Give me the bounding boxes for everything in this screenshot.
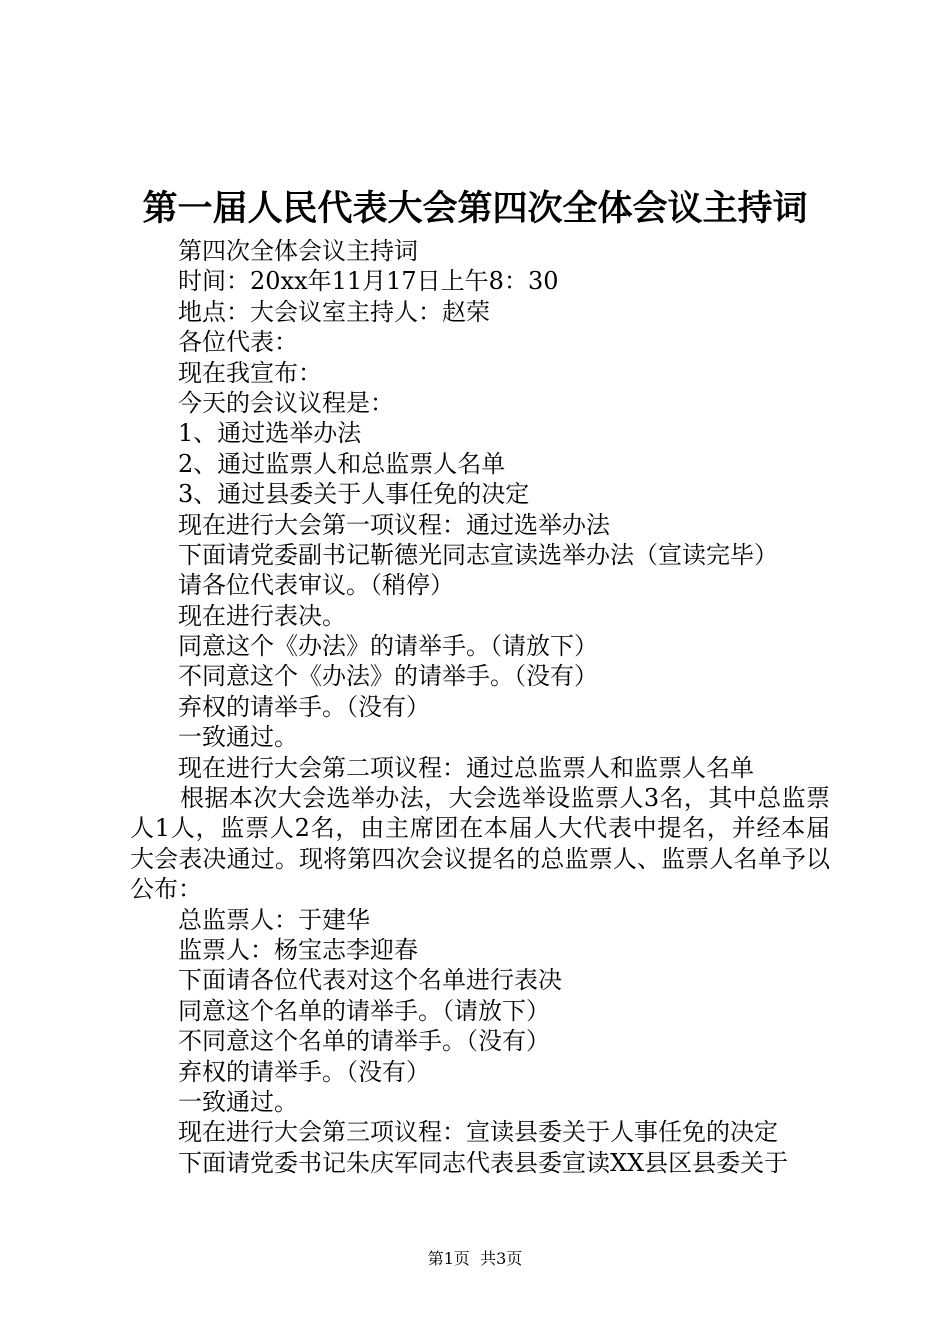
- text-line: 现在进行大会第一项议程：通过选举办法: [178, 510, 610, 539]
- text-line: 3、通过县委关于人事任免的决定: [178, 480, 530, 509]
- text-line: 1、通过选举办法: [178, 419, 362, 448]
- text-line: 下面请党委副书记靳德光同志宣读选举办法（宣读完毕）: [178, 540, 778, 569]
- text-line: 各位代表：: [178, 328, 298, 357]
- text-line: 同意这个《办法》的请举手。（请放下）: [178, 632, 598, 661]
- text-line: 今天的会议议程是：: [178, 388, 394, 417]
- text-paragraph: 根据本次大会选举办法，大会选举设监票人3名，其中总监票人1人，监票人2名，由主席团在本届人大代表中提名，并经本届大会表决通过。现将第四次会议提名的总监票人、监票人名单予以公布：: [130, 784, 830, 904]
- text-line: 弃权的请举手。（没有）: [178, 1057, 430, 1086]
- text-line: 现在进行表决。: [178, 601, 346, 630]
- text-line: 监票人：杨宝志李迎春: [178, 936, 418, 965]
- text-line: 时间：20xx年11月17日上午8：30: [178, 267, 559, 296]
- text-line: 现在进行大会第三项议程：宣读县委关于人事任免的决定: [178, 1118, 778, 1147]
- text-line: 同意这个名单的请举手。（请放下）: [178, 996, 550, 1025]
- text-line: 总监票人：于建华: [178, 905, 370, 934]
- text-line: 不同意这个名单的请举手。（没有）: [178, 1027, 550, 1056]
- text-line: 不同意这个《办法》的请举手。（没有）: [178, 662, 598, 691]
- text-line: 现在我宣布：: [178, 358, 322, 387]
- text-line: 2、通过监票人和总监票人名单: [178, 449, 506, 478]
- document-title: 第一届人民代表大会第四次全体会议主持词: [142, 188, 808, 229]
- page-footer: [0, 1248, 950, 1270]
- text-line: 一致通过。: [178, 1088, 298, 1116]
- text-line: 请各位代表审议。（稍停）: [178, 571, 454, 600]
- page-total: 共3页: [480, 1249, 523, 1268]
- page-number: 第1页: [427, 1249, 470, 1268]
- text-line: 第四次全体会议主持词: [178, 237, 418, 265]
- document-body: [130, 236, 830, 1178]
- text-line: 下面请各位代表对这个名单进行表决: [178, 966, 562, 995]
- text-line: 一致通过。: [178, 723, 298, 752]
- text-line: 现在进行大会第二项议程：通过总监票人和监票人名单: [178, 753, 754, 782]
- text-line: 下面请党委书记朱庆军同志代表县委宣读XX县区县委关于: [178, 1148, 789, 1177]
- text-line: 弃权的请举手。（没有）: [178, 692, 430, 721]
- text-line: 地点：大会议室主持人：赵荣: [178, 297, 490, 326]
